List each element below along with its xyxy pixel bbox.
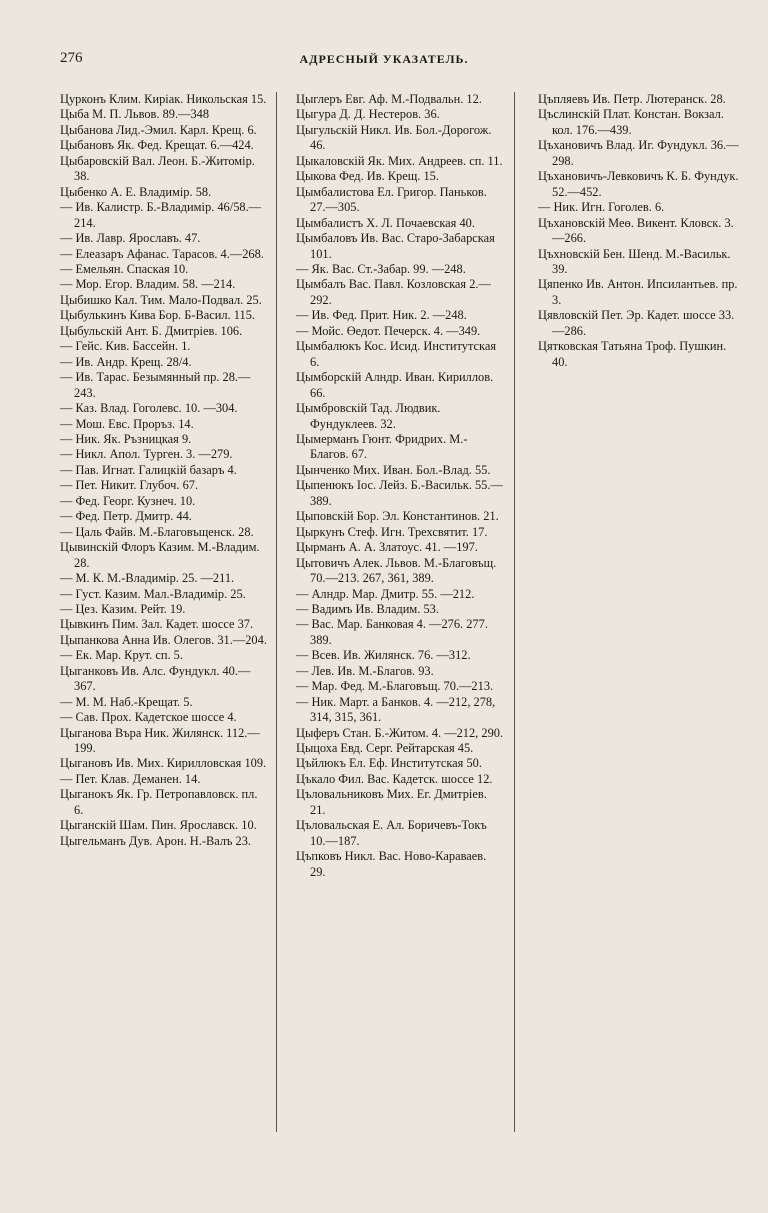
directory-entry: — Мойс. Өедот. Печерск. 4. —349. <box>296 323 481 338</box>
directory-entry: Цыбенко А. Е. Владимір. 58. <box>60 184 212 199</box>
directory-entry: Цыгульскій Никл. Ив. Бол.-Дорогож. 46. <box>296 122 492 153</box>
directory-entry: Цыганокъ Як. Гр. Петропавловск. пл. 6. <box>60 787 258 817</box>
directory-entry: Цыбишко Кал. Тим. Мало-Подвал. 25. <box>60 292 262 307</box>
directory-entry: — Пав. Игнат. Галицкій базаръ 4. <box>60 462 237 477</box>
directory-entry: Цыкова Фед. Ив. Крещ. 15. <box>296 169 439 184</box>
directory-entry: Цымбалистова Ел. Григор. Паньков. 27.—305. <box>296 184 487 215</box>
directory-entry: — Вас. Мар. Банковая 4. —276. 277. 389. <box>296 617 488 647</box>
directory-entry: Цурконъ Клим. Киріак. Никольская 15. <box>60 92 267 106</box>
directory-entry: Цъхановичъ Влад. Иг. Фундукл. 36.—298. <box>538 138 739 168</box>
directory-entry: Цявловскій Пет. Эр. Кадет. шоссе 33.—286. <box>538 308 735 338</box>
directory-entry: Цыферъ Стан. Б.-Житом. 4. —212, 290. <box>296 725 504 740</box>
directory-entry: Цыба М. П. Львов. 89.—348 <box>60 107 210 122</box>
directory-entry: — Ив. Фед. Прит. Ник. 2. —248. <box>296 308 467 323</box>
directory-entry: — Пет. Клав. Деманен. 14. <box>60 771 201 786</box>
directory-entry: Цымбалюкъ Кос. Исид. Институтская 6. <box>296 339 497 369</box>
directory-entry: Цъловальская Е. Ал. Боричевъ-Токъ 10.—187. <box>296 818 487 848</box>
column-2 <box>296 92 504 880</box>
directory-entry: Цымерманъ Гюнт. Фридрих. М.-Благов. 67. <box>296 431 468 462</box>
directory-entry: Цъкало Фил. Вас. Кадетск. шоссе 12. <box>296 771 493 786</box>
directory-entry: — М. К. М.-Владимір. 25. —211. <box>60 571 235 586</box>
running-head: АДРЕСНЫЙ УКАЗАТЕЛЬ. <box>299 52 469 66</box>
directory-entry: Цыганова Въра Ник. Жилянск. 112.—199. <box>60 725 260 756</box>
column-divider <box>514 92 515 1132</box>
directory-entry: — Як. Вас. Ст.-Забар. 99. —248. <box>296 261 466 276</box>
directory-entry: Цыгура Д. Д. Нестеров. 36. <box>296 107 440 122</box>
directory-entry: — Никл. Апол. Турген. 3. —279. <box>60 447 233 462</box>
directory-entry: Цыцоха Евд. Серг. Рейтарская 45. <box>296 741 474 756</box>
directory-entry: Цыганковъ Ив. Алс. Фундукл. 40.—367. <box>60 663 251 694</box>
directory-entry: Цяпенко Ив. Антон. Ипсилантьев. пр. 3. <box>538 277 738 307</box>
directory-entry: Цъхановскій Меө. Викент. Кловск. 3.—266. <box>538 215 734 246</box>
directory-entry: — Цаль Файв. М.-Благовъщенск. 28. <box>60 524 254 539</box>
directory-entry: Цыбанова Лид.-Эмил. Карл. Крещ. 6. <box>60 122 257 137</box>
directory-entry: Цыгельманъ Дув. Арон. Н.-Валъ 23. <box>60 833 251 848</box>
page-header <box>0 50 768 72</box>
directory-entry: Цыркунъ Стеф. Игн. Трехсвятит. 17. <box>296 524 488 539</box>
directory-entry: Цыкаловскій Як. Мих. Андреев. сп. 11. <box>296 153 503 168</box>
directory-entry: Цъловальниковъ Мих. Ег. Дмитріев. 21. <box>296 787 487 817</box>
directory-entry: Цъхановичъ-Левковичъ К. Б. Фундук. 52.—452. <box>538 169 739 199</box>
directory-entry: — Ник. Як. Ръзницкая 9. <box>60 431 192 446</box>
directory-entry: Цыганскій Шам. Пин. Ярославск. 10. <box>60 818 257 833</box>
directory-entry: Цымбровскій Тад. Людвик. Фундуклеев. 32. <box>296 401 441 431</box>
directory-entry: — Мор. Егор. Владим. 58. —214. <box>60 277 236 292</box>
directory-entry: — Ив. Калистр. Б.-Владимір. 46/58.—214. <box>60 200 262 230</box>
directory-entry: — Алндр. Мар. Дмитр. 55. —212. <box>296 586 475 601</box>
directory-entry: Цымбалъ Вас. Павл. Козловская 2.—292. <box>296 277 491 307</box>
directory-entry: Цятковская Татьяна Троф. Пушкин. 40. <box>538 339 727 369</box>
directory-entry: Цыгановъ Ив. Мих. Кирилловская 109. <box>60 756 267 771</box>
directory-entry: — Мош. Евс. Проръз. 14. <box>60 416 194 431</box>
directory-entry: — Цез. Казим. Рейт. 19. <box>60 601 186 616</box>
directory-entry: Цъпковъ Никл. Вас. Ново-Караваев. 29. <box>296 849 487 879</box>
directory-entry: — Ив. Лавр. Ярославъ. 47. <box>60 231 201 246</box>
column-divider <box>276 92 277 1132</box>
column-3 <box>538 92 744 370</box>
directory-entry: — Ник. Игн. Гоголев. 6. <box>538 200 665 215</box>
directory-entry: Цыглеръ Евг. Аф. М.-Подвальн. 12. <box>296 92 482 106</box>
directory-entry: — Ек. Мар. Крут. сп. 5. <box>60 648 183 663</box>
directory-entry: Цыпанкова Анна Ив. Олегов. 31.—204. <box>60 632 267 647</box>
directory-entry: — Емельян. Спаская 10. <box>60 261 189 276</box>
directory-entry: — Густ. Казим. Мал.-Владимір. 25. <box>60 586 246 601</box>
directory-entry: Цывинскій Флоръ Казим. М.-Владим. 28. <box>60 540 260 570</box>
directory-entry: Цыпенюкъ Іос. Лейз. Б.-Васильк. 55.—389. <box>296 478 503 508</box>
directory-entry: — Ив. Тарас. Безымянный пр. 28.—243. <box>60 370 251 400</box>
directory-entry: — Мар. Фед. М.-Благовъщ. 70.—213. <box>296 679 494 694</box>
directory-entry: — Пет. Никит. Глубоч. 67. <box>60 478 199 493</box>
directory-entry: — М. М. Наб.-Крещат. 5. <box>60 694 193 709</box>
directory-entry: — Вадимъ Ив. Владим. 53. <box>296 601 439 616</box>
directory-entry: Цымбалистъ Х. Л. Почаевская 40. <box>296 215 475 230</box>
directory-entry: Цывкинъ Пим. Зал. Кадет. шоссе 37. <box>60 617 254 632</box>
column-1 <box>60 92 268 849</box>
directory-entry: — Каз. Влад. Гоголевс. 10. —304. <box>60 401 238 416</box>
directory-entry: — Ник. Март. а Банков. 4. —212, 278, 314, 315, 361. <box>296 694 496 725</box>
directory-entry: Цыбульскій Ант. Б. Дмитріев. 106. <box>60 323 243 338</box>
directory-entry: Цъслинскій Плат. Констан. Вокзал. кол. 176.—439. <box>538 107 724 137</box>
directory-entry: — Ив. Андр. Крещ. 28/4. <box>60 354 192 369</box>
directory-entry: Цыповскій Бор. Эл. Константинов. 21. <box>296 509 499 524</box>
directory-entry: Цъпляевъ Ив. Петр. Лютеранск. 28. <box>538 92 726 106</box>
directory-entry: — Всев. Ив. Жилянск. 76. —312. <box>296 648 471 663</box>
directory-entry: Цымборскій Алндр. Иван. Кириллов. 66. <box>296 370 494 400</box>
directory-entry: — Фед. Георг. Кузнеч. 10. <box>60 493 196 508</box>
directory-entry: — Елеазаръ Афанас. Тарасов. 4.—268. <box>60 246 264 261</box>
directory-entry: — Гейс. Кив. Бассейн. 1. <box>60 339 191 354</box>
directory-entry: Цырманъ А. А. Златоус. 41. —197. <box>296 540 478 555</box>
directory-entry: — Сав. Прох. Кадетское шоссе 4. <box>60 710 237 725</box>
directory-entry: Цынченко Мих. Иван. Бол.-Влад. 55. <box>296 462 491 477</box>
directory-entry: Цъйлюкъ Ел. Еф. Институтская 50. <box>296 756 482 771</box>
directory-entry: Цыбулькинъ Кива Бор. Б-Васил. 115. <box>60 308 255 323</box>
directory-entry: — Фед. Петр. Дмитр. 44. <box>60 509 192 524</box>
directory-entry: Цыбановъ Як. Фед. Крещат. 6.—424. <box>60 138 254 153</box>
page-number: 276 <box>60 50 83 66</box>
directory-entry: Цыбаровскій Вал. Леон. Б.-Житомір. 38. <box>60 153 255 184</box>
directory-entry: — Лев. Ив. М.-Благов. 93. <box>296 663 434 678</box>
directory-entry: Цымбаловъ Ив. Вас. Старо-Забарская 101. <box>296 231 495 261</box>
directory-entry: Цъхновскій Бен. Шенд. М.-Васильк. 39. <box>538 246 731 276</box>
directory-entry: Цытовичъ Алек. Львов. М.-Благовъщ. 70.—213. 267, 361, 389. <box>296 555 497 586</box>
